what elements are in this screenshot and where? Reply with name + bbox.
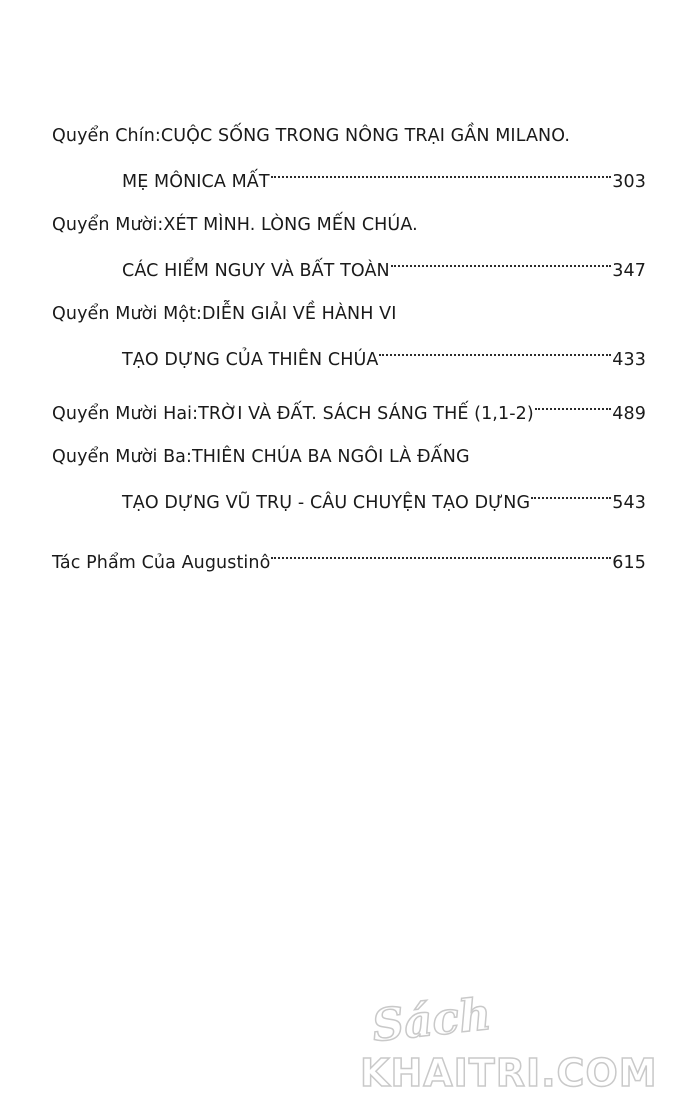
toc-entry-title: THIÊN CHÚA BA NGÔI LÀ ĐẤNG: [192, 447, 470, 467]
toc-entry-title-cont: TẠO DỰNG VŨ TRỤ - CÂU CHUYỆN TẠO DỰNG: [122, 493, 531, 513]
toc-entry-label: Quyển Mười:: [52, 215, 164, 235]
toc-entry-title: XÉT MÌNH. LÒNG MẾN CHÚA.: [163, 215, 418, 235]
table-of-contents: [52, 119, 646, 573]
dot-leader: [531, 474, 611, 508]
dot-leader: [535, 385, 612, 419]
dot-leader: [391, 242, 612, 276]
watermark-logo: [360, 988, 690, 1115]
toc-entry-label: Quyển Mười Ba:: [52, 447, 192, 467]
toc-entry-label: Quyển Chín:: [52, 126, 161, 146]
dot-leader: [271, 534, 611, 568]
toc-entry-label: Quyển Mười Hai:: [52, 404, 199, 424]
toc-entry-title-cont: CÁC HIỂM NGUY VÀ BẤT TOÀN: [122, 261, 390, 281]
toc-entry-book-12: [52, 385, 646, 424]
toc-entry-title: DIỄN GIẢI VỀ HÀNH VI: [202, 304, 397, 324]
toc-page-number: 303: [612, 172, 646, 192]
toc-page-number: 615: [612, 553, 646, 573]
toc-entry-label: Tác Phẩm Của Augustinô: [52, 553, 271, 573]
toc-entry-title-cont: MẸ MÔNICA MẤT: [122, 172, 270, 192]
toc-entry-book-9: [52, 119, 646, 192]
dot-leader: [379, 331, 611, 365]
toc-page-number: 347: [612, 261, 646, 281]
toc-entry-book-10: [52, 208, 646, 281]
toc-entry-label: Quyển Mười Một:: [52, 304, 203, 324]
watermark-script-text: Sách: [369, 988, 494, 1053]
toc-entry-title: TRỜI VÀ ĐẤT. SÁCH SÁNG THẾ (1,1-2): [198, 404, 534, 424]
toc-page-number: 433: [612, 350, 646, 370]
toc-entry-title: CUỘC SỐNG TRONG NÔNG TRẠI GẦN MILANO.: [160, 126, 571, 146]
toc-entry-works-of-augustine: [52, 534, 646, 573]
watermark-brand-text: KHAITRI.COM: [360, 1051, 658, 1095]
toc-page-number: 543: [612, 493, 646, 513]
toc-entry-book-11: [52, 297, 646, 370]
toc-entry-title-cont: TẠO DỰNG CỦA THIÊN CHÚA: [122, 350, 379, 370]
dot-leader: [271, 153, 612, 187]
toc-entry-book-13: [52, 440, 646, 513]
toc-page-number: 489: [612, 404, 646, 424]
